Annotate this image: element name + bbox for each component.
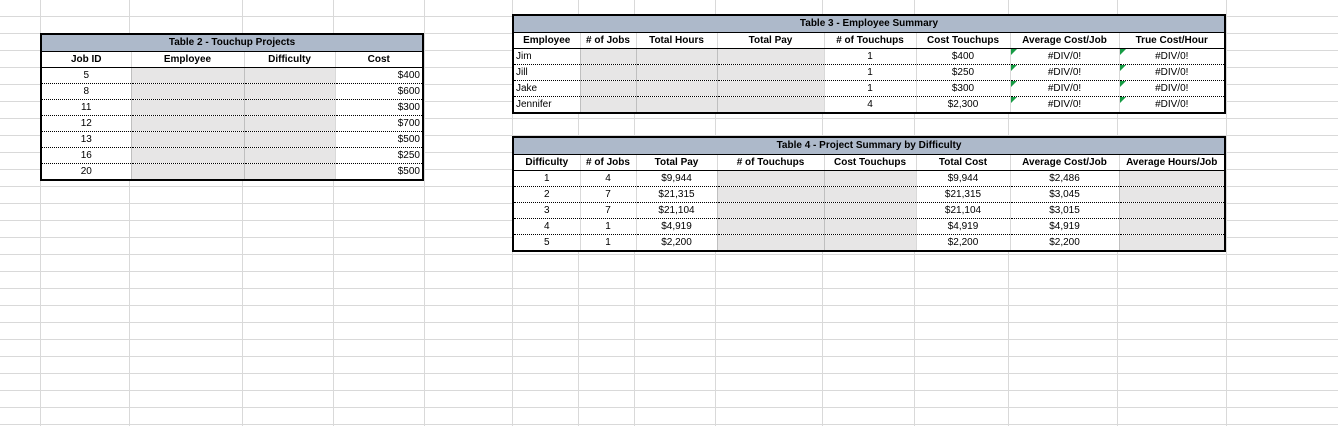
table3-header-jobs: # of Jobs xyxy=(580,32,636,48)
total-hours-input-cell[interactable] xyxy=(636,48,717,64)
employee-input-cell[interactable] xyxy=(131,99,244,115)
cost-cell[interactable]: $250 xyxy=(335,147,422,163)
jobs-input-cell[interactable] xyxy=(580,48,636,64)
total-cost-cell[interactable]: $21,315 xyxy=(916,186,1010,202)
difficulty-input-cell[interactable] xyxy=(244,163,335,179)
touchups-cell[interactable]: 4 xyxy=(824,96,916,112)
table-row xyxy=(514,64,1224,80)
job-id-cell[interactable]: 5 xyxy=(83,69,90,81)
table4-header-touchups: # of Touchups xyxy=(717,154,824,170)
table-row xyxy=(514,48,1224,64)
total-hours-input-cell[interactable] xyxy=(636,80,717,96)
error-indicator-icon xyxy=(1011,49,1017,55)
average-cost-job-cell[interactable] xyxy=(1010,80,1119,96)
total-pay-cell[interactable]: $21,104 xyxy=(636,202,717,218)
table4-header-cost-touchups: Cost Touchups xyxy=(824,154,916,170)
error-value: #DIV/0! xyxy=(1155,66,1189,78)
touchups-cell[interactable]: 1 xyxy=(824,80,916,96)
difficulty-input-cell[interactable] xyxy=(244,99,335,115)
error-indicator-icon xyxy=(1120,65,1126,71)
table-row xyxy=(514,218,1224,234)
table2-header-cost: Cost xyxy=(335,51,422,67)
table-row xyxy=(42,67,422,83)
job-id-cell[interactable]: 8 xyxy=(42,83,131,99)
cost-touchups-input-cell[interactable] xyxy=(824,202,916,218)
difficulty-input-cell[interactable] xyxy=(244,67,335,83)
average-cost-job-cell[interactable] xyxy=(1010,96,1119,112)
jobs-input-cell[interactable] xyxy=(580,96,636,112)
table3-header-average-cost-job: Average Cost/Job xyxy=(1010,32,1119,48)
total-cost-cell[interactable]: $4,919 xyxy=(916,218,1010,234)
table3-header-employee: Employee xyxy=(514,32,580,48)
employee-input-cell[interactable] xyxy=(131,131,244,147)
difficulty-cell[interactable]: 2 xyxy=(514,186,580,202)
average-cost-job-cell[interactable]: $3,045 xyxy=(1010,186,1119,202)
table2-header-job-id: Job ID xyxy=(42,51,131,67)
error-value: #DIV/0! xyxy=(1047,98,1082,110)
table2-title: Table 2 - Touchup Projects xyxy=(42,35,422,51)
average-hours-input-cell[interactable] xyxy=(1119,186,1224,202)
job-id-cell[interactable]: 16 xyxy=(42,147,131,163)
cost-touchups-input-cell[interactable] xyxy=(824,186,916,202)
difficulty-cell[interactable]: 5 xyxy=(514,234,580,250)
job-id-cell[interactable]: 20 xyxy=(42,163,131,179)
table4-header-jobs: # of Jobs xyxy=(580,154,636,170)
table2-header-difficulty: Difficulty xyxy=(244,51,335,67)
table4-header-total-pay: Total Pay xyxy=(636,154,717,170)
error-value: #DIV/0! xyxy=(1155,82,1189,94)
table-row xyxy=(42,147,422,163)
table3-header-total-hours: Total Hours xyxy=(636,32,717,48)
cost-touchups-cell[interactable]: $250 xyxy=(916,64,1010,80)
error-indicator-icon xyxy=(1011,97,1017,103)
jobs-cell[interactable]: 7 xyxy=(580,202,636,218)
error-indicator-icon xyxy=(1120,49,1126,55)
table-row xyxy=(514,202,1224,218)
job-id-cell[interactable]: 11 xyxy=(42,99,131,115)
true-cost-hour-cell[interactable] xyxy=(1119,80,1224,96)
total-cost-cell[interactable]: $21,104 xyxy=(916,202,1010,218)
total-hours-input-cell[interactable] xyxy=(636,64,717,80)
average-cost-job-cell[interactable] xyxy=(1010,64,1119,80)
table3-header-total-pay: Total Pay xyxy=(717,32,824,48)
cost-touchups-input-cell[interactable] xyxy=(824,170,916,186)
total-cost-cell[interactable]: $2,200 xyxy=(916,234,1010,250)
average-cost-job-cell[interactable] xyxy=(1010,48,1119,64)
table-row xyxy=(42,163,422,179)
average-hours-input-cell[interactable] xyxy=(1119,202,1224,218)
table3-employee-summary xyxy=(512,14,1226,114)
error-value: #DIV/0! xyxy=(1155,98,1189,110)
employee-input-cell[interactable] xyxy=(131,163,244,179)
error-indicator-icon xyxy=(1120,97,1126,103)
total-pay-cell[interactable]: $9,944 xyxy=(636,170,717,186)
total-pay-cell[interactable]: $4,919 xyxy=(636,218,717,234)
cost-touchups-input-cell[interactable] xyxy=(824,234,916,250)
cost-cell[interactable]: $600 xyxy=(335,83,422,99)
average-cost-job-cell[interactable]: $3,015 xyxy=(1010,202,1119,218)
touchups-input-cell[interactable] xyxy=(717,170,824,186)
cost-cell[interactable]: $500 xyxy=(335,163,422,179)
difficulty-cell[interactable]: 4 xyxy=(514,218,580,234)
error-indicator-icon xyxy=(1120,81,1126,87)
table4-header-average-hours-job: Average Hours/Job xyxy=(1119,154,1224,170)
employee-input-cell[interactable] xyxy=(131,147,244,163)
table4-title: Table 4 - Project Summary by Difficulty xyxy=(514,138,1224,154)
table-row xyxy=(42,83,422,99)
table3-header-cost-touchups: Cost Touchups xyxy=(916,32,1010,48)
table3-header-true-cost-hour: True Cost/Hour xyxy=(1119,32,1224,48)
error-indicator-icon xyxy=(1011,65,1017,71)
cost-touchups-cell[interactable]: $400 xyxy=(916,48,1010,64)
table-row xyxy=(42,99,422,115)
total-pay-cell[interactable]: $21,315 xyxy=(636,186,717,202)
job-id-cell[interactable]: 13 xyxy=(42,131,131,147)
employee-name-cell[interactable]: Jill xyxy=(514,64,580,80)
total-pay-input-cell[interactable] xyxy=(717,80,824,96)
cost-cell[interactable]: $400 xyxy=(335,67,422,83)
difficulty-input-cell[interactable] xyxy=(244,83,335,99)
touchups-input-cell[interactable] xyxy=(717,202,824,218)
touchups-input-cell[interactable] xyxy=(717,218,824,234)
total-cost-cell[interactable]: $9,944 xyxy=(916,170,1010,186)
cost-touchups-input-cell[interactable] xyxy=(824,218,916,234)
touchups-cell[interactable]: 1 xyxy=(824,64,916,80)
touchups-cell[interactable]: 1 xyxy=(824,48,916,64)
total-pay-input-cell[interactable] xyxy=(717,48,824,64)
error-value: #DIV/0! xyxy=(1047,82,1082,94)
average-cost-job-cell[interactable]: $2,200 xyxy=(1010,234,1119,250)
table4-header-average-cost-job: Average Cost/Job xyxy=(1010,154,1119,170)
table2-header-employee: Employee xyxy=(131,51,244,67)
jobs-cell[interactable]: 1 xyxy=(580,234,636,250)
error-value: #DIV/0! xyxy=(1155,50,1189,62)
error-indicator-icon xyxy=(1011,81,1017,87)
difficulty-input-cell[interactable] xyxy=(244,115,335,131)
table3-header-touchups: # of Touchups xyxy=(824,32,916,48)
true-cost-hour-cell[interactable] xyxy=(1119,64,1224,80)
cost-touchups-cell[interactable]: $300 xyxy=(916,80,1010,96)
table-row xyxy=(514,170,1224,186)
table2-touchup-projects xyxy=(40,33,424,181)
touchups-input-cell[interactable] xyxy=(717,186,824,202)
cost-cell[interactable]: $700 xyxy=(335,115,422,131)
total-pay-input-cell[interactable] xyxy=(717,96,824,112)
cost-touchups-cell[interactable]: $2,300 xyxy=(916,96,1010,112)
jobs-cell[interactable]: 4 xyxy=(580,170,636,186)
employee-name-cell[interactable]: Jake xyxy=(514,80,580,96)
employee-input-cell[interactable] xyxy=(131,83,244,99)
total-pay-cell[interactable]: $2,200 xyxy=(636,234,717,250)
table-row xyxy=(514,234,1224,250)
employee-input-cell[interactable] xyxy=(131,67,244,83)
table3-title: Table 3 - Employee Summary xyxy=(514,16,1224,32)
table4-header-difficulty: Difficulty xyxy=(514,154,580,170)
error-value: #DIV/0! xyxy=(1047,66,1082,78)
jobs-cell[interactable]: 1 xyxy=(580,218,636,234)
employee-name-cell[interactable]: Jennifer xyxy=(514,96,580,112)
difficulty-input-cell[interactable] xyxy=(244,147,335,163)
difficulty-input-cell[interactable] xyxy=(244,131,335,147)
table-row xyxy=(514,80,1224,96)
touchups-input-cell[interactable] xyxy=(717,234,824,250)
difficulty-cell[interactable]: 1 xyxy=(543,172,550,184)
average-cost-job-cell[interactable]: $4,919 xyxy=(1010,218,1119,234)
average-hours-input-cell[interactable] xyxy=(1119,234,1224,250)
average-hours-input-cell[interactable] xyxy=(1119,218,1224,234)
cost-cell[interactable]: $500 xyxy=(335,131,422,147)
employee-name-cell[interactable]: Jim xyxy=(516,50,532,62)
table-row xyxy=(42,115,422,131)
cost-cell[interactable]: $300 xyxy=(335,99,422,115)
jobs-cell[interactable]: 7 xyxy=(580,186,636,202)
total-hours-input-cell[interactable] xyxy=(636,96,717,112)
table-row xyxy=(42,131,422,147)
table-row xyxy=(514,186,1224,202)
true-cost-hour-cell[interactable] xyxy=(1119,96,1224,112)
jobs-input-cell[interactable] xyxy=(580,64,636,80)
average-cost-job-cell[interactable]: $2,486 xyxy=(1010,170,1119,186)
true-cost-hour-cell[interactable] xyxy=(1119,48,1224,64)
job-id-cell[interactable]: 12 xyxy=(42,115,131,131)
difficulty-cell[interactable]: 3 xyxy=(514,202,580,218)
average-hours-input-cell[interactable] xyxy=(1119,170,1224,186)
table4-header-total-cost: Total Cost xyxy=(916,154,1010,170)
table-row xyxy=(514,96,1224,112)
employee-input-cell[interactable] xyxy=(131,115,244,131)
total-pay-input-cell[interactable] xyxy=(717,64,824,80)
jobs-input-cell[interactable] xyxy=(580,80,636,96)
error-value: #DIV/0! xyxy=(1047,50,1082,62)
table4-project-summary xyxy=(512,136,1226,252)
